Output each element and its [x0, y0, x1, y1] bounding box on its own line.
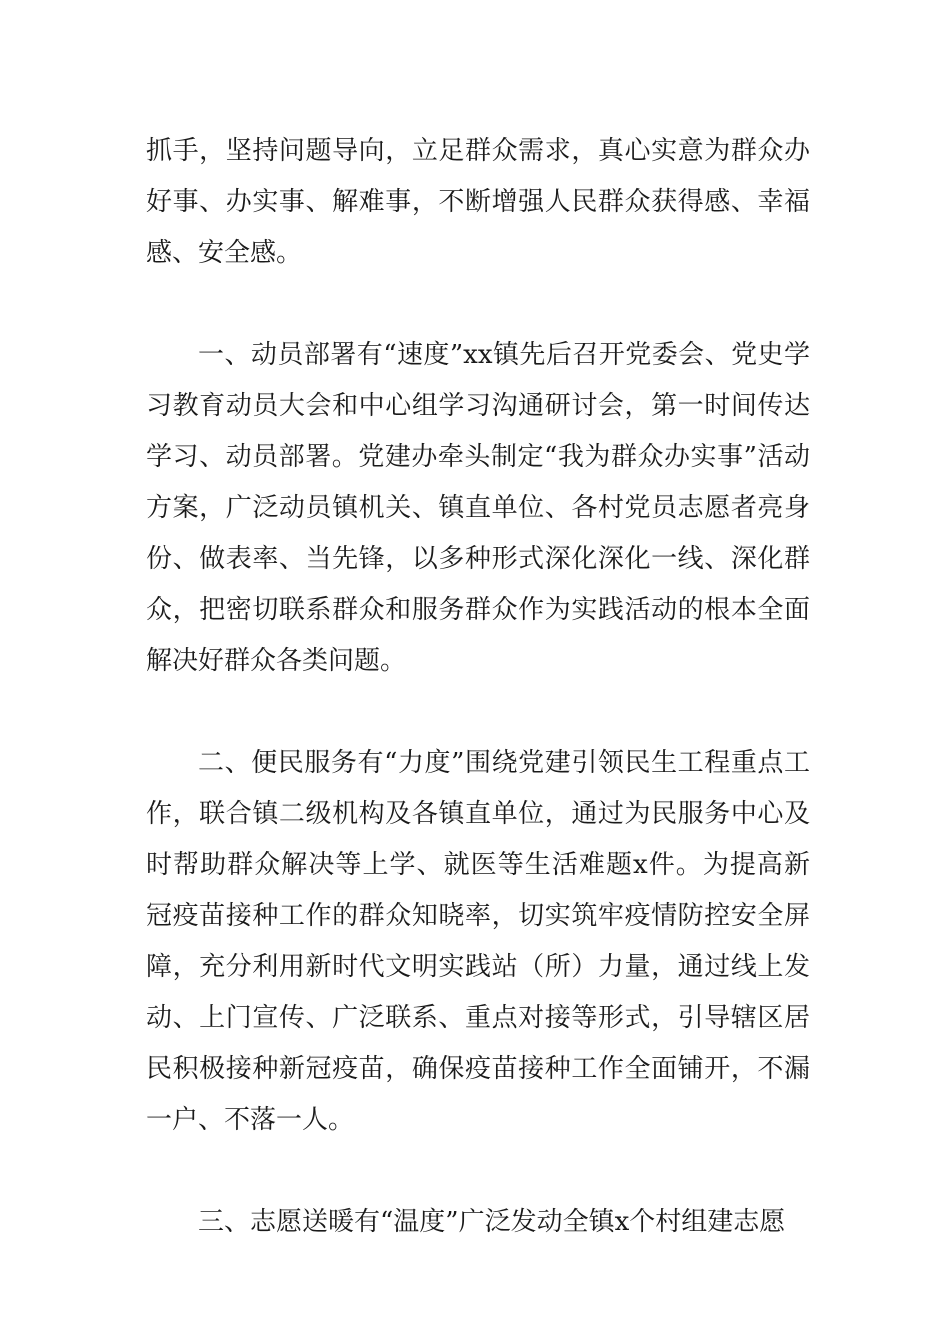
paragraph-section-one: 一、动员部署有“速度”xx镇先后召开党委会、党史学习教育动员大会和中心组学习沟通研讨会，第一时间传达学习、动员部署。党建办牵头制定“我为群众办实事”活动方案，广泛动员镇机关、镇直单位、各村党员志愿者亮身份、做表率、当先锋，以多种形式深化深化一线、深化群众，把密切联系群众和服务群众作为实践活动的根本全面解决好群众各类问题。	[146, 340, 810, 676]
paragraph-section-three: 三、志愿送暖有“温度”广泛发动全镇x个村组建志愿	[198, 1207, 786, 1237]
paragraph-section-two: 二、便民服务有“力度”围绕党建引领民生工程重点工作，联合镇二级机构及各镇直单位，通过为民服务中心及时帮助群众解决等上学、就医等生活难题x件。为提高新冠疫苗接种工作的群众知晓率，切实筑牢疫情防控安全屏障，充分利用新时代文明实践站（所）力量，通过线上发动、上门宣传、广泛联系、重点对接等形式，引导辖区居民积极接种新冠疫苗，确保疫苗接种工作全面铺开，不漏一户、不落一人。	[146, 748, 810, 1135]
paragraph-continuation: 抓手，坚持问题导向，立足群众需求，真心实意为群众办好事、办实事、解难事，不断增强人民群众获得感、幸福感、安全感。	[146, 136, 810, 268]
paragraph-gap	[146, 279, 810, 330]
paragraph-gap	[146, 687, 810, 738]
document-body	[146, 126, 810, 1248]
paragraph-gap	[146, 1146, 810, 1197]
